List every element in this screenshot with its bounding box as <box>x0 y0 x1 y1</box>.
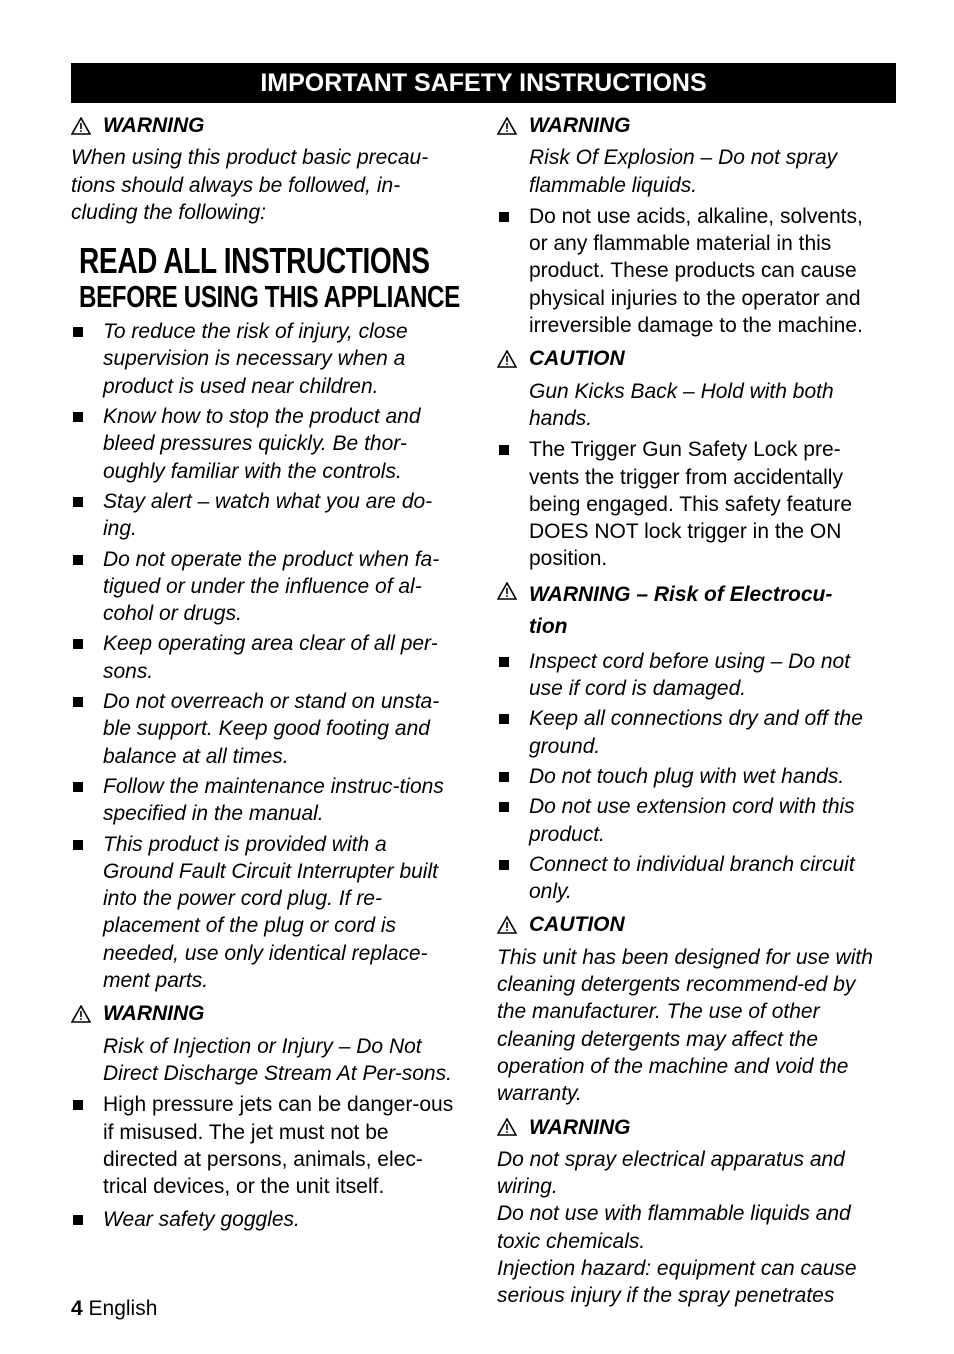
warning-text: Risk of Injection or Injury – Do Not Direct Discharge Stream At Per-sons. <box>103 1034 452 1085</box>
bullet-square-icon <box>73 782 83 792</box>
warning-triangle-icon <box>71 1005 91 1023</box>
list-item: The Trigger Gun Safety Lock pre-vents the trigger from accidentally being engaged. This safety feature DOES NOT lock trigger in the ON position. <box>497 436 885 572</box>
warning-heading <box>497 1114 885 1141</box>
read-instructions-title <box>79 240 460 315</box>
bullet-square-icon <box>73 497 83 507</box>
warning-label: WARNING <box>103 114 205 137</box>
warning-heading <box>71 112 461 139</box>
bullet-square-icon <box>499 772 509 782</box>
warning-triangle-icon <box>497 350 517 368</box>
list-item: Do not use extension cord with this product. <box>497 793 885 848</box>
caution-text: Gun Kicks Back – Hold with both hands. <box>529 379 834 430</box>
list-item: This product is provided with a Ground Fault Circuit Interrupter built into the power cord plug. If re-placement of the plug or cord is needed, use only identical replace-ment parts. <box>71 831 461 995</box>
section-banner: IMPORTANT SAFETY INSTRUCTIONS <box>71 63 896 103</box>
warning-label: WARNING <box>529 114 631 137</box>
list-item: Do not operate the product when fa-tigued or under the influence of al-cohol or drugs. <box>71 546 461 628</box>
bullet-square-icon <box>499 802 509 812</box>
instruction-list <box>71 318 461 994</box>
list-item: Connect to individual branch circuit only. <box>497 851 885 906</box>
list-item: Follow the maintenance instruc-tions specified in the manual. <box>71 773 461 828</box>
warning-triangle-icon <box>497 1118 517 1136</box>
title-line-1: READ ALL INSTRUCTIONS <box>79 240 430 282</box>
bullet-square-icon <box>73 1215 83 1225</box>
bullet-square-icon <box>73 412 83 422</box>
instruction-list <box>497 436 885 572</box>
instruction-list <box>71 1206 461 1233</box>
bullet-square-icon <box>73 639 83 649</box>
warning-triangle-icon <box>71 117 91 135</box>
warning-triangle-icon <box>497 117 517 135</box>
warning-heading <box>71 1000 461 1027</box>
warning-triangle-icon <box>497 582 517 600</box>
caution-text: This unit has been designed for use with cleaning detergents recommend-ed by the manufacturer. The use of other cleaning detergents may affect the operation of the machine and void the warranty. <box>497 945 873 1106</box>
page-number: 4 <box>71 1297 83 1320</box>
instruction-list <box>497 203 885 339</box>
list-item: High pressure jets can be danger-ous if misused. The jet must not be directed at persons, animals, elec-trical devices, or the unit itself. <box>71 1091 461 1200</box>
list-item: Keep operating area clear of all per-sons. <box>71 630 461 685</box>
warning-text: Risk Of Explosion – Do not spray flammable liquids. <box>529 146 838 197</box>
list-item: To reduce the risk of injury, close supervision is necessary when a product is used near children. <box>71 318 461 400</box>
bullet-square-icon <box>499 860 509 870</box>
caution-label: CAUTION <box>529 347 625 371</box>
page-footer <box>71 1297 157 1321</box>
warning-label: WARNING <box>529 1115 631 1139</box>
warning-text: Injection hazard: equipment can cause serious injury if the spray penetrates <box>497 1256 857 1308</box>
bullet-square-icon <box>499 714 509 724</box>
list-item: Stay alert – watch what you are do-ing. <box>71 488 461 543</box>
bullet-square-icon <box>499 212 509 222</box>
footer-language: English <box>88 1297 158 1320</box>
list-item: Know how to stop the product and bleed pressures quickly. Be thor-oughly familiar with the controls. <box>71 403 461 485</box>
instruction-list <box>71 1091 461 1200</box>
warning-text: Do not spray electrical apparatus and wiring. <box>497 1147 845 1199</box>
bullet-square-icon <box>73 555 83 565</box>
instruction-list <box>497 648 885 906</box>
list-item: Wear safety goggles. <box>71 1206 461 1233</box>
warning-triangle-icon <box>497 916 517 934</box>
list-item: Do not use acids, alkaline, solvents, or any flammable material in this product. These products can cause physical injuries to the operator and irreversible damage to the machine. <box>497 203 885 339</box>
warning-heading <box>497 579 885 643</box>
bullet-square-icon <box>499 445 509 455</box>
left-column <box>71 112 461 1240</box>
caution-heading <box>497 911 885 938</box>
list-item: Inspect cord before using – Do not use if cord is damaged. <box>497 648 885 703</box>
caution-heading <box>497 345 885 372</box>
bullet-square-icon <box>73 1100 83 1110</box>
bullet-square-icon <box>499 657 509 667</box>
warning-text: Do not use with flammable liquids and toxic chemicals. <box>497 1202 851 1253</box>
caution-label: CAUTION <box>529 913 625 937</box>
list-item: Do not overreach or stand on unsta-ble support. Keep good footing and balance at all times. <box>71 688 461 770</box>
warning-label: WARNING – Risk of Electrocu-tion <box>529 582 833 638</box>
warning-label: WARNING <box>103 1002 205 1026</box>
warning-heading <box>497 112 885 139</box>
title-line-2: BEFORE USING THIS APPLIANCE <box>79 279 460 315</box>
bullet-square-icon <box>73 697 83 707</box>
bullet-square-icon <box>73 327 83 337</box>
list-item: Do not touch plug with wet hands. <box>497 763 885 790</box>
list-item: Keep all connections dry and off the ground. <box>497 705 885 760</box>
bullet-square-icon <box>73 840 83 850</box>
intro-text: When using this product basic precau-tions should always be followed, in-cluding the following: <box>71 146 429 224</box>
right-column <box>497 112 885 1310</box>
